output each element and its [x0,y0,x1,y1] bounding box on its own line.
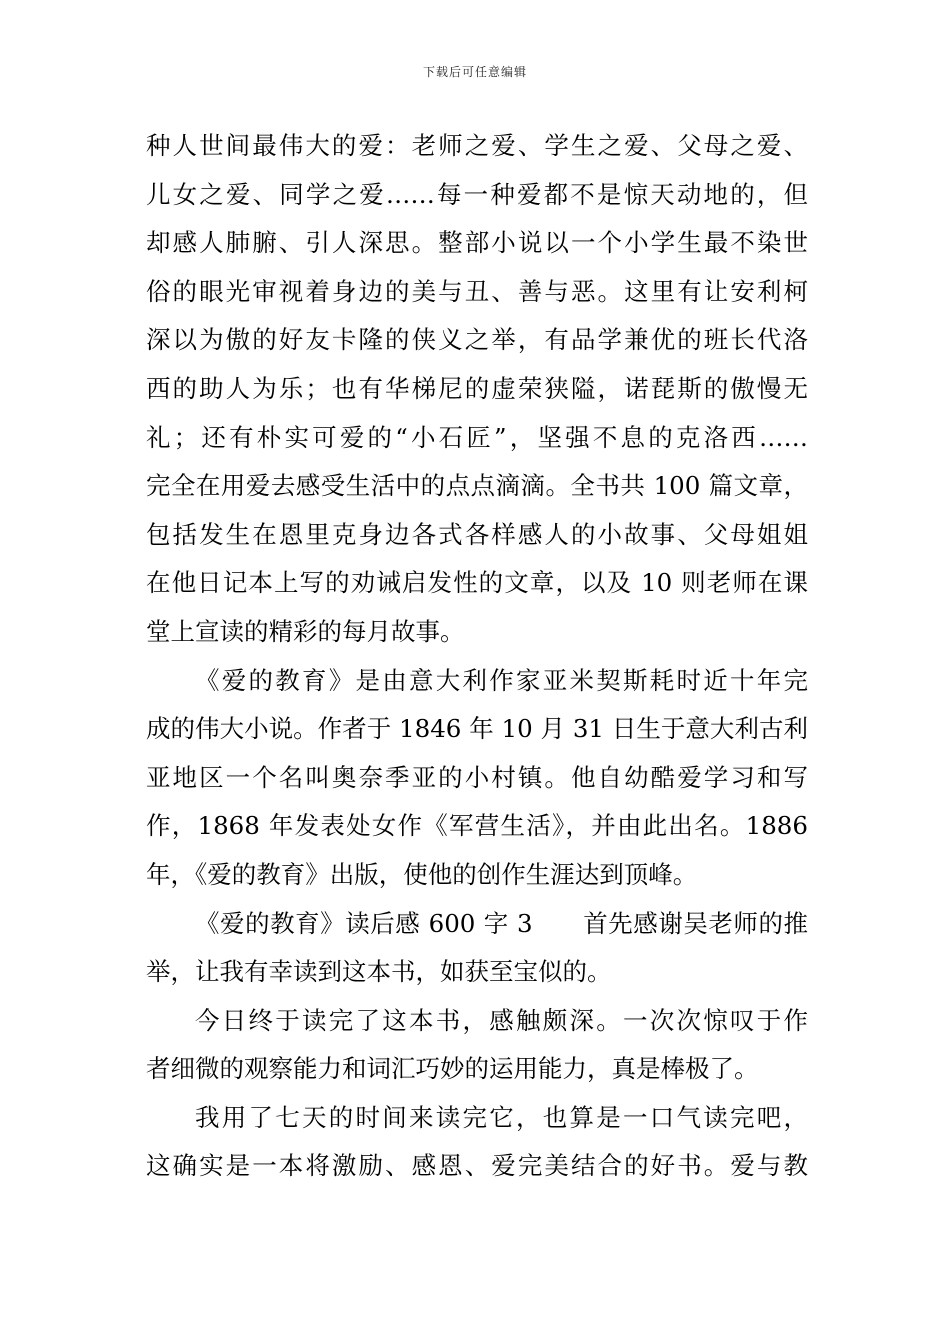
text-line: 深以为傲的好友卡隆的侠义之举，有品学兼优的班长代洛 [146,325,808,355]
text-line: 完全在用爱去感受生活中的点点滴滴。全书共 100 篇文章， [146,471,808,501]
text-line: 俗的眼光审视着身边的美与丑、善与恶。这里有让安利柯 [146,276,808,306]
text-line: 这确实是一本将激励、感恩、爱完美结合的好书。爱与教 [146,1151,808,1181]
text-line: 礼；还有朴实可爱的“小石匠”，坚强不息的克洛西…… [146,422,808,452]
text-line: 儿女之爱、同学之爱……每一种爱都不是惊天动地的，但 [146,179,808,209]
text-line: 举，让我有幸读到这本书，如获至宝似的。 [146,957,612,987]
text-line: 却感人肺腑、引人深思。整部小说以一个小学生最不染世 [146,228,808,258]
text-line: 我用了七天的时间来读完它，也算是一口气读完吧， [195,1102,808,1132]
text-line: 西的助人为乐；也有华梯尼的虚荣狭隘，诺琵斯的傲慢无 [146,373,808,403]
text-line: 作，1868 年发表处女作《军营生活》，并由此出名。1886 [146,811,808,841]
text-line: 堂上宣读的精彩的每月故事。 [146,616,465,646]
text-line: 者细微的观察能力和词汇巧妙的运用能力，真是棒极了。 [146,1054,759,1084]
text-line: 成的伟大小说。作者于 1846 年 10 月 31 日生于意大利古利 [146,714,808,744]
text-line: 今日终于读完了这本书，感触颇深。一次次惊叹于作 [195,1005,808,1035]
document-body [146,122,808,1191]
text-line: 《爱的教育》是由意大利作家亚米契斯耗时近十年完 [195,665,808,695]
text-line: 亚地区一个名叫奥奈季亚的小村镇。他自幼酷爱学习和写 [146,762,808,792]
text-line: 年，《爱的教育》出版，使他的创作生涯达到顶峰。 [146,859,698,889]
text-line: 《爱的教育》读后感 600 字 3 首先感谢吴老师的推 [195,908,808,938]
text-line: 种人世间最伟大的爱：老师之爱、学生之爱、父母之爱、 [146,131,808,160]
text-line: 在他日记本上写的劝诫启发性的文章，以及 10 则老师在课 [146,568,808,598]
text-line: 包括发生在恩里克身边各式各样感人的小故事、父母姐姐 [146,519,808,549]
page-header: 下载后可任意编辑 [422,65,527,79]
